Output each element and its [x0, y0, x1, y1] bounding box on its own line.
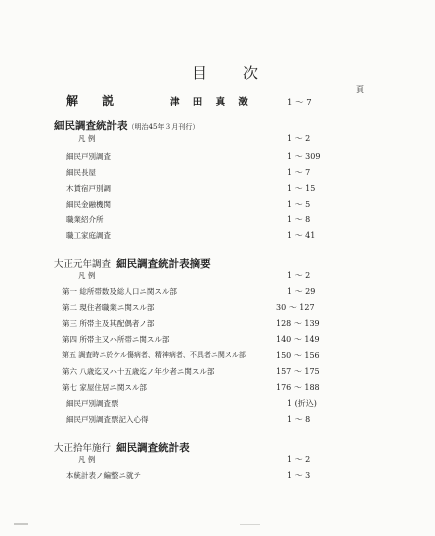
section-title-text: 細民調査統計表摘要	[116, 258, 211, 270]
toc-entry-pages: 1 ～ 29	[287, 287, 316, 296]
toc-entry-pages: 1 ～ 2	[287, 134, 311, 143]
toc-entry-label: 細民金融機関	[66, 200, 111, 209]
toc-entry-pages: 128 ～ 139	[276, 319, 320, 328]
section-title	[54, 252, 211, 271]
toc-entry-pages: 176 ～ 188	[276, 383, 320, 392]
toc-entry-label: 第四 所帯主又ハ所帯ニ関スル部	[62, 335, 170, 344]
toc-entry-label: 職工家庭調査	[66, 231, 111, 240]
toc-entry-pages: 1 ～ 41	[287, 231, 316, 240]
section-title-text: 細民調査統計表	[54, 120, 128, 132]
toc-entry-label: 細民戸別調査票	[66, 399, 119, 408]
page-title	[192, 62, 260, 83]
toc-entry-pages: 1 ～ 3	[287, 471, 311, 480]
toc-entry-pages: 1 ～ 8	[287, 415, 311, 424]
scan-artifact	[240, 524, 260, 525]
toc-entry-pages: 157 ～ 175	[276, 367, 320, 376]
toc-entry-label: 凡 例	[78, 271, 96, 280]
toc-entry-label: 第一 総所帯数及総人口ニ関スル部	[62, 287, 177, 296]
toc-entry-pages: 1 ～ 8	[287, 215, 311, 224]
section-subtitle: （明治45年３月刊行）	[127, 123, 200, 131]
toc-entry-pages: 150 ～ 156	[276, 351, 320, 360]
section-title-prefix: 大正拾年施行	[54, 443, 112, 454]
toc-entry-pages: 1 ～ 7	[287, 168, 311, 177]
toc-entry-pages: 1 ～ 15	[287, 184, 316, 193]
toc-entry-label: 細民戸別調査	[66, 152, 111, 161]
page-column-header: 頁	[356, 85, 364, 94]
toc-entry-label: 木賃宿戸別調	[66, 184, 111, 193]
toc-entry-label: 職業紹介所	[66, 215, 104, 224]
toc-entry-label: 第五 調査時ニ於ケル傷病者、精神病者、不具者ニ関スル部	[62, 351, 246, 359]
toc-entry-label: 細民長屋	[66, 168, 96, 177]
toc-entry-label: 凡 例	[78, 134, 96, 143]
title-part-2: 次	[243, 64, 261, 82]
toc-entry-label: 細民戸別調査票記入心得	[66, 415, 149, 424]
section-title	[54, 436, 190, 455]
toc-entry-pages: 140 ～ 149	[276, 335, 320, 344]
section-title-prefix: 大正元年調査	[54, 259, 112, 270]
toc-entry-label: 凡 例	[78, 455, 96, 464]
toc-entry-pages: 1 ～ 2	[287, 271, 311, 280]
kaisetsu-pages: 1 ～ 7	[287, 98, 312, 108]
toc-entry-label: 第三 所帯主及其配偶者ノ部	[62, 319, 155, 328]
toc-entry-label: 第七 家屋住居ニ関スル部	[62, 383, 147, 392]
title-part-1: 目	[192, 64, 210, 82]
kaisetsu-label: 解 説	[66, 94, 125, 108]
toc-entry-label: 第二 現住者職業ニ関スル部	[62, 303, 155, 312]
scan-artifact	[14, 523, 28, 525]
toc-entry-pages: 1 ～ 309	[287, 152, 321, 161]
kaisetsu-author: 津 田 真 澂	[170, 97, 253, 108]
toc-entry-pages: 1 ～ 2	[287, 455, 311, 464]
section-title	[54, 118, 199, 133]
section-title-text: 細民調査統計表	[116, 442, 190, 454]
toc-entry-pages: 30 ～ 127	[276, 303, 315, 312]
toc-entry-pages: 1 (折込)	[287, 399, 317, 408]
toc-entry-pages: 1 ～ 5	[287, 200, 311, 209]
toc-entry-label: 第六 八歳迄又ハ十五歳迄ノ年少者ニ関スル部	[62, 367, 215, 376]
toc-entry-label: 本統計表ノ編整ニ就テ	[66, 471, 141, 480]
